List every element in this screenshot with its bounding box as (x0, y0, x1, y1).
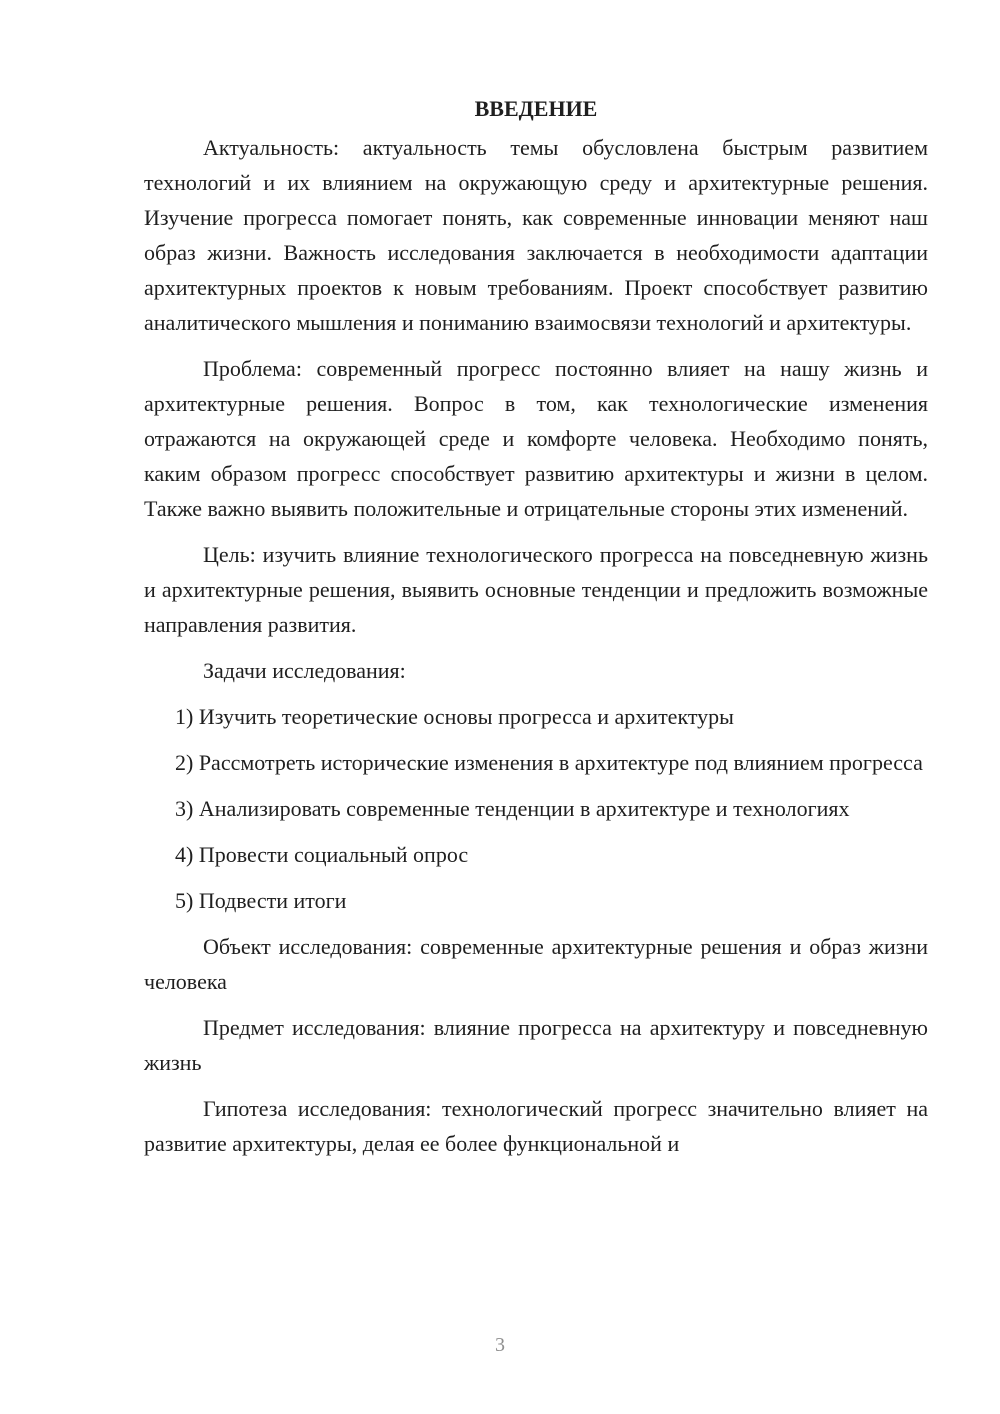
object-paragraph: Объект исследования: современные архитектурные решения и образ жизни человека (144, 934, 928, 994)
tasks-heading: Задачи исследования: (203, 658, 406, 683)
task-item-1: 1) Изучить теоретические основы прогресса и архитектуры (175, 704, 734, 729)
subject-paragraph: Предмет исследования: влияние прогресса на архитектуру и повседневную жизнь (144, 1015, 928, 1075)
goal-paragraph: Цель: изучить влияние технологического прогресса на повседневную жизнь и архитектурные решения, выявить основные тенденции и предложить возможные направления развития. (144, 542, 928, 637)
relevance-paragraph: Актуальность: актуальность темы обусловлена быстрым развитием технологий и их влиянием на окружающую среду и архитектурные решения. Изучение прогресса помогает понять, как современные инновации меняют наш образ жизни. Важность исследования заключается в необходимости адаптации архитектурных проектов к новым требованиям. Проект способствует развитию аналитического мышления и пониманию взаимосвязи технологий и архитектуры. (144, 135, 928, 335)
task-item-5: 5) Подвести итоги (175, 888, 347, 913)
task-item-4: 4) Провести социальный опрос (175, 842, 469, 867)
page-number: 3 (495, 1334, 505, 1356)
problem-paragraph: Проблема: современный прогресс постоянно влияет на нашу жизнь и архитектурные решения. Вопрос в том, как технологические изменения отражаются на окружающей среде и комфорте человека. Необходимо понять, каким образом прогресс способствует развитию архитектуры и жизни в целом. Также важно выявить положительные и отрицательные стороны этих изменений. (144, 356, 928, 521)
page-title: ВВЕДЕНИЕ (474, 96, 598, 121)
task-item-3: 3) Анализировать современные тенденции в архитектуре и технологиях (175, 796, 850, 821)
hypothesis-paragraph: Гипотеза исследования: технологический прогресс значительно влияет на развитие архитектуры, делая ее более функциональной и (144, 1096, 928, 1156)
task-item-2: 2) Рассмотреть исторические изменения в архитектуре под влиянием прогресса (175, 750, 923, 775)
document-page (144, 94, 928, 1172)
